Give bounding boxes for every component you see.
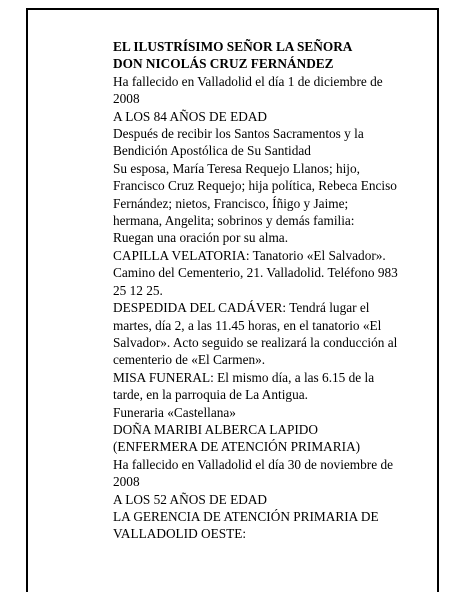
chapel-info: CAPILLA VELATORIA: Tanatorio «El Salvador». Camino del Cementerio, 21. Valladolid. Teléfono 983 25 12 25. — [113, 247, 398, 298]
age-line: A LOS 84 AÑOS DE EDAD — [113, 108, 268, 124]
second-deceased-name: DOÑA MARIBI ALBERCA LAPIDO (ENFERMERA DE ATENCIÓN PRIMARIA) — [113, 421, 361, 455]
organization-line: LA GERENCIA DE ATENCIÓN PRIMARIA DE VALLADOLID OESTE: — [113, 508, 379, 542]
family-line: Su esposa, María Teresa Requejo Llanos; hijo, Francisco Cruz Requejo; hija política, Rebeca Enciso Fernández; nietos, Francisco, Íñigo y Jaime; hermana, Angelita; sobrinos y demás familia: — [113, 160, 397, 229]
page-border-left — [26, 8, 28, 592]
funeral-home: Funeraria «Castellana» — [113, 404, 236, 420]
heading-title: EL ILUSTRÍSIMO SEÑOR LA SEÑORA — [113, 39, 353, 54]
second-age-line: A LOS 52 AÑOS DE EDAD — [113, 491, 268, 507]
sacraments-line: Después de recibir los Santos Sacramentos y la Bendición Apostólica de Su Santidad — [113, 126, 364, 159]
page-border-right — [437, 8, 439, 592]
second-death-notice: Ha fallecido en Valladolid el día 30 de noviembre de 2008 — [113, 456, 394, 490]
death-notice: Ha fallecido en Valladolid el día 1 de diciembre de 2008 — [113, 73, 383, 107]
deceased-name: DON NICOLÁS CRUZ FERNÁNDEZ — [113, 56, 334, 72]
funeral-mass-info: MISA FUNERAL: El mismo día, a las 6.15 de la tarde, en la parroquia de La Antigua. — [113, 369, 375, 403]
farewell-info: DESPEDIDA DEL CADÁVER: Tendrá lugar el martes, día 2, a las 11.45 horas, en el tanatorio «El Salvador». Acto seguido se realizará la conducción al cementerio de «El Carmen». — [113, 300, 398, 368]
page-border-top — [26, 8, 439, 10]
obituary-text — [113, 38, 398, 543]
prayer-request: Ruegan una oración por su alma. — [113, 230, 289, 246]
